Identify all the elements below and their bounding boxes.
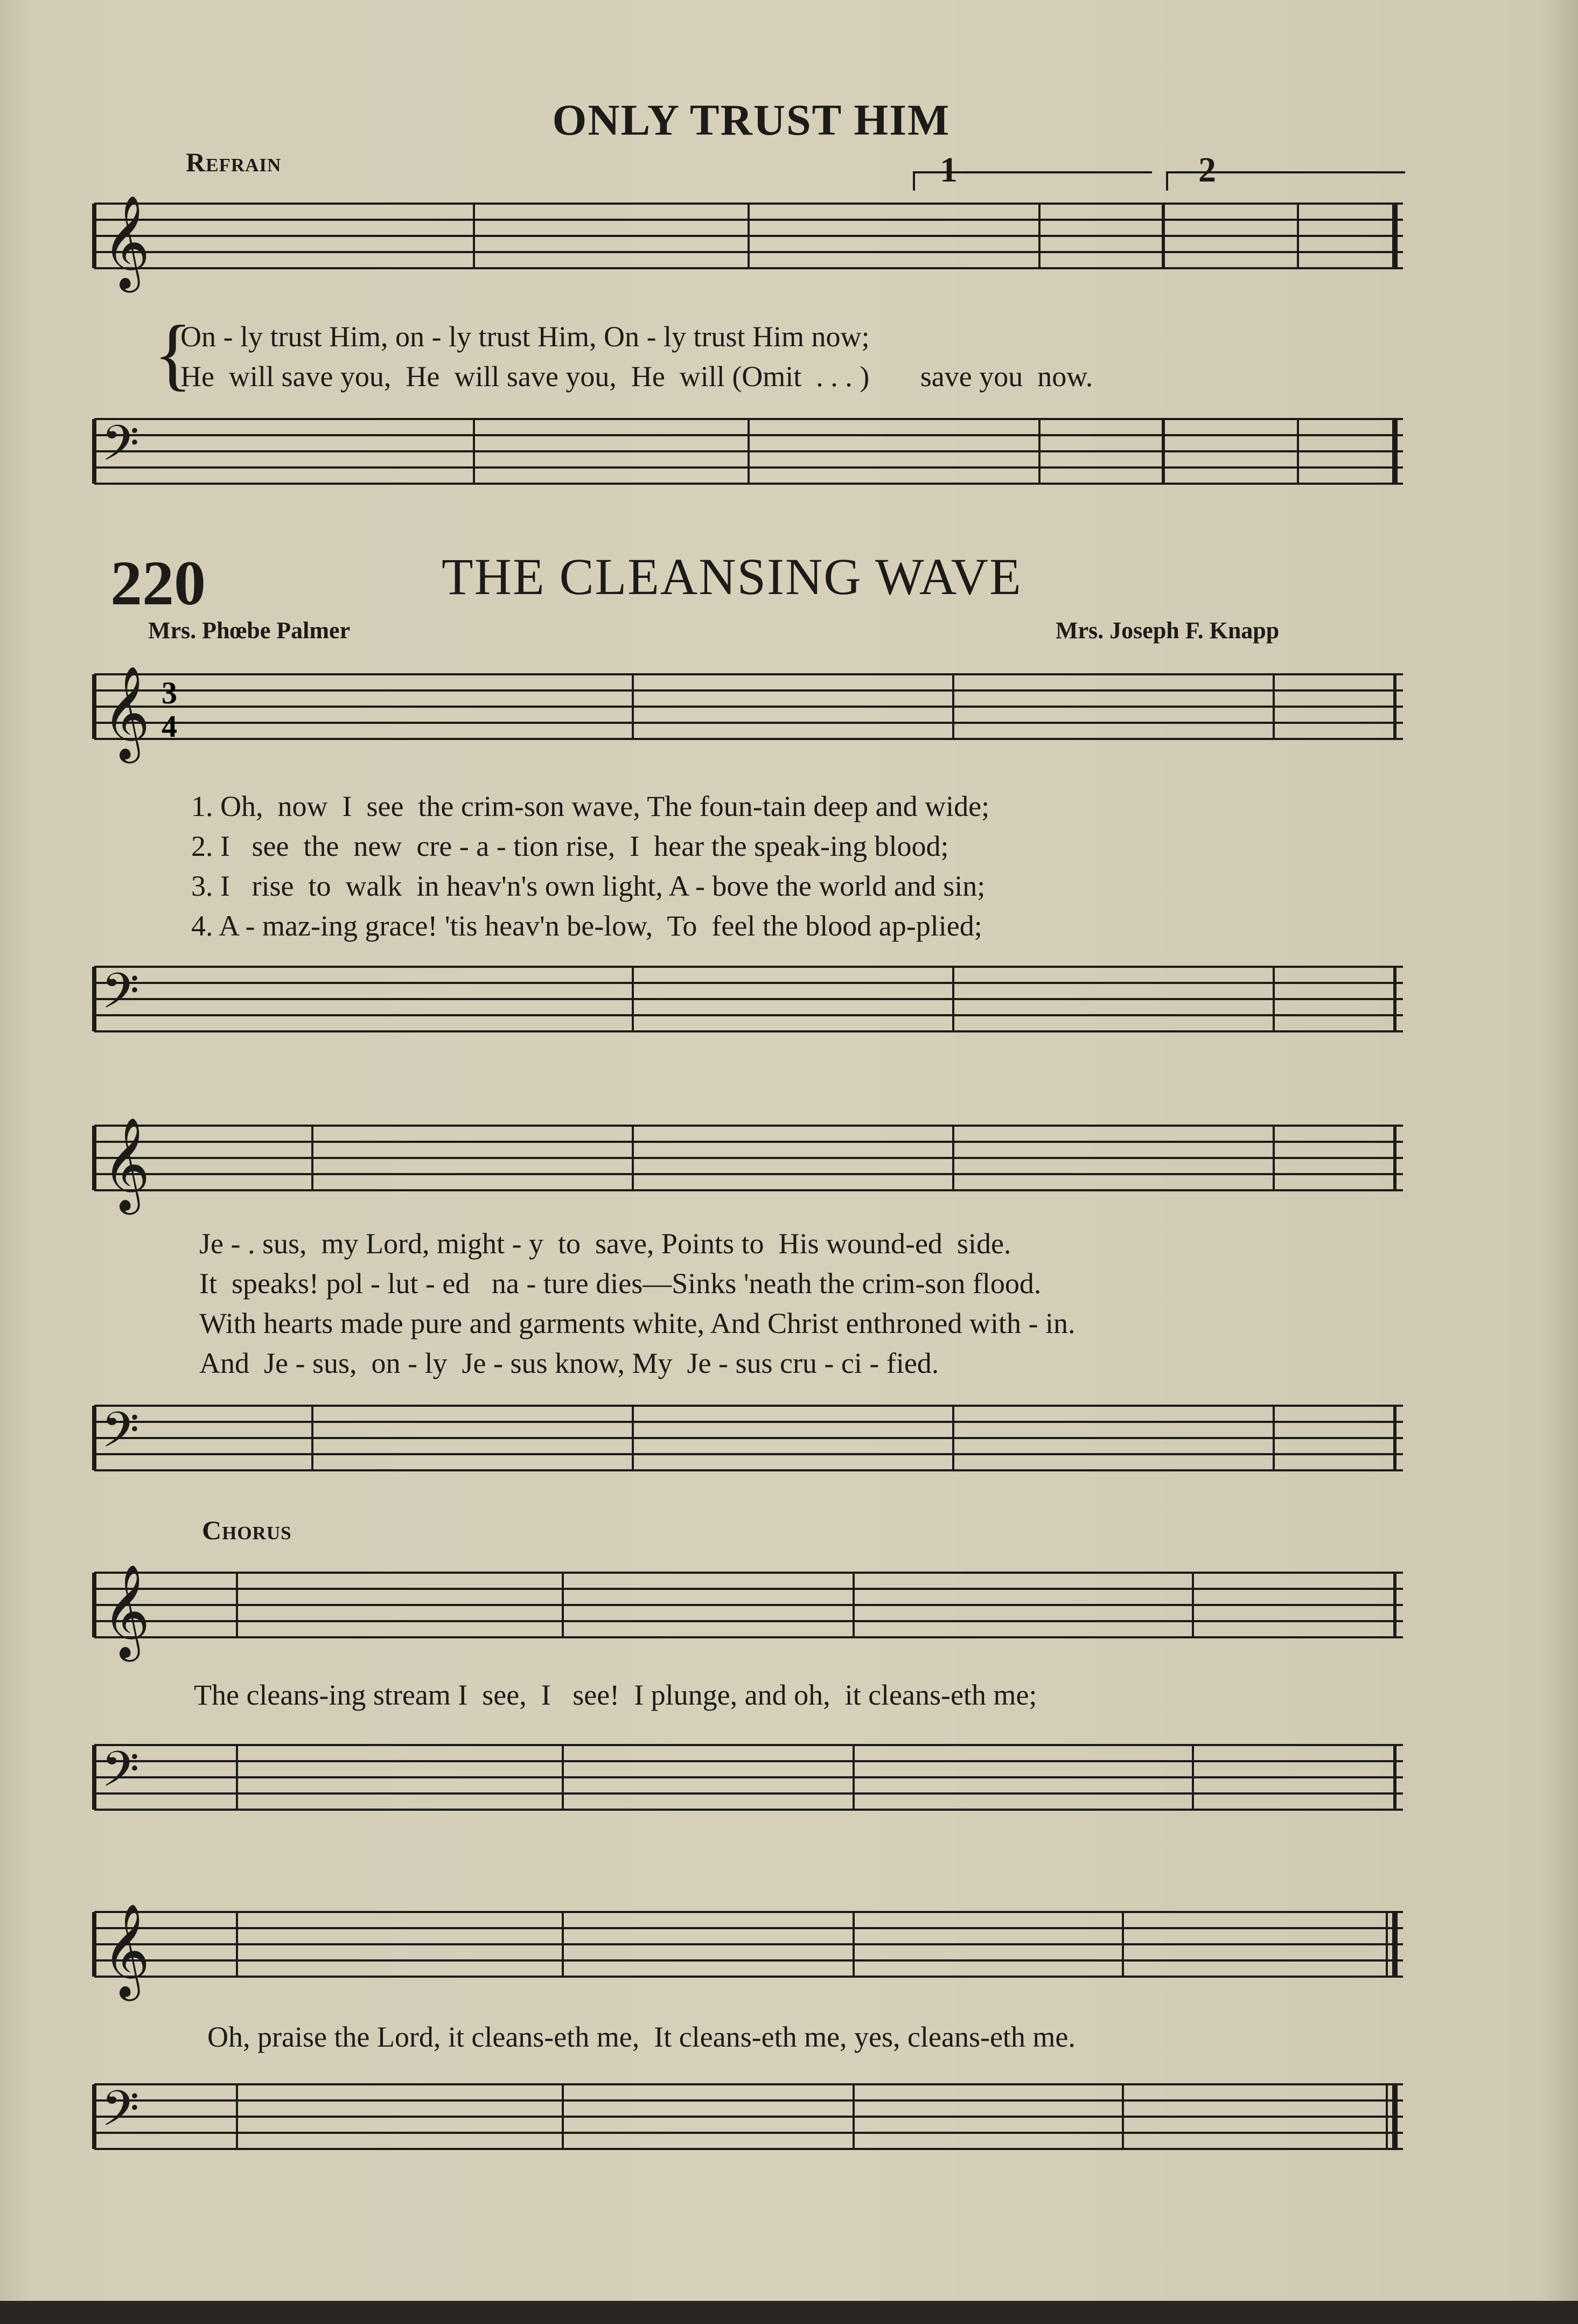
refrain-label: Refrain bbox=[186, 147, 282, 177]
treble-clef-icon: 𝄞 bbox=[102, 1564, 150, 1658]
bass-clef-icon: 𝄢 bbox=[101, 1741, 139, 1810]
treble-clef-icon: 𝄞 bbox=[102, 195, 150, 289]
prev-treble-staff bbox=[0, 197, 1578, 304]
verse3-line1: 3. I rise to walk in heav'n's own light, A - bove the world and sin; bbox=[191, 870, 986, 902]
treble-clef-icon: 𝄞 bbox=[102, 1903, 150, 1997]
system1-bass-staff bbox=[0, 959, 1578, 1061]
page-bottom-edge bbox=[0, 2301, 1578, 2324]
chorus1-bass-staff bbox=[0, 1737, 1578, 1839]
verse2-line2: It speaks! pol - lut - ed na - ture dies—Sinks 'neath the crim-son flood. bbox=[199, 1267, 1042, 1300]
first-ending-number: 1 bbox=[940, 150, 958, 190]
prev-bass-staff bbox=[0, 409, 1578, 517]
bass-clef-icon: 𝄢 bbox=[101, 1401, 139, 1470]
bass-clef-icon: 𝄢 bbox=[101, 2080, 139, 2149]
words-credit: Mrs. Phœbe Palmer bbox=[148, 617, 351, 644]
chorus-line2-lyrics bbox=[207, 2017, 1446, 2057]
hymn-title: THE CLEANSING WAVE bbox=[442, 548, 1022, 605]
chorus1-treble-staff bbox=[0, 1565, 1578, 1672]
treble-clef-icon: 𝄞 bbox=[102, 1117, 150, 1211]
verse4-line1: 4. A - maz-ing grace! 'tis heav'n be-low, To feel the blood ap-plied; bbox=[191, 910, 982, 942]
verses-part1 bbox=[191, 786, 1430, 946]
bass-clef-icon: 𝄢 bbox=[101, 962, 139, 1031]
hymn-number: 220 bbox=[110, 548, 206, 618]
bass-clef-icon: 𝄢 bbox=[101, 415, 139, 484]
chorus-label: Chorus bbox=[202, 1515, 292, 1545]
system2-treble-staff bbox=[0, 1118, 1578, 1225]
lyric-brace: { bbox=[153, 309, 192, 399]
verse3-line2: With hearts made pure and garments white, And Christ enthroned with - in. bbox=[199, 1307, 1076, 1339]
time-signature-numerator: 3 bbox=[162, 675, 177, 710]
chorus-lyric-line-1: The cleans-ing stream I see, I see! I plunge, and oh, it cleans-eth me; bbox=[194, 1679, 1037, 1711]
verses-part2 bbox=[199, 1224, 1438, 1383]
chorus2-bass-staff bbox=[0, 2076, 1578, 2179]
chorus-lyric-line-2: Oh, praise the Lord, it cleans-eth me, It cleans-eth me, yes, cleans-eth me. bbox=[207, 2021, 1076, 2053]
time-signature-denominator: 4 bbox=[162, 709, 177, 744]
prev-refrain-lyrics bbox=[180, 317, 1419, 396]
chorus2-treble-staff bbox=[0, 1904, 1578, 2012]
music-credit: Mrs. Joseph F. Knapp bbox=[1056, 617, 1280, 644]
chorus-line1-lyrics bbox=[194, 1675, 1433, 1715]
second-ending-number: 2 bbox=[1198, 150, 1216, 190]
prev-lyric-line-1: On - ly trust Him, on - ly trust Him, On - ly trust Him now; bbox=[180, 320, 870, 353]
system1-treble-staff bbox=[0, 668, 1578, 781]
verse1-line1: 1. Oh, now I see the crim-son wave, The foun-tain deep and wide; bbox=[191, 790, 990, 822]
verse2-line1: 2. I see the new cre - a - tion rise, I hear the speak-ing blood; bbox=[191, 830, 949, 862]
prev-hymn-title: ONLY TRUST HIM bbox=[552, 95, 951, 144]
prev-lyric-line-2: He will save you, He will save you, He will (Omit . . . ) save you now. bbox=[180, 360, 1093, 393]
system2-bass-staff bbox=[0, 1398, 1578, 1500]
treble-clef-icon: 𝄞 bbox=[102, 666, 150, 759]
verse4-line2: And Je - sus, on - ly Je - sus know, My Je - sus cru - ci - fied. bbox=[199, 1347, 939, 1379]
verse1-line2: Je - . sus, my Lord, might - y to save, Points to His wound-ed side. bbox=[199, 1227, 1011, 1260]
